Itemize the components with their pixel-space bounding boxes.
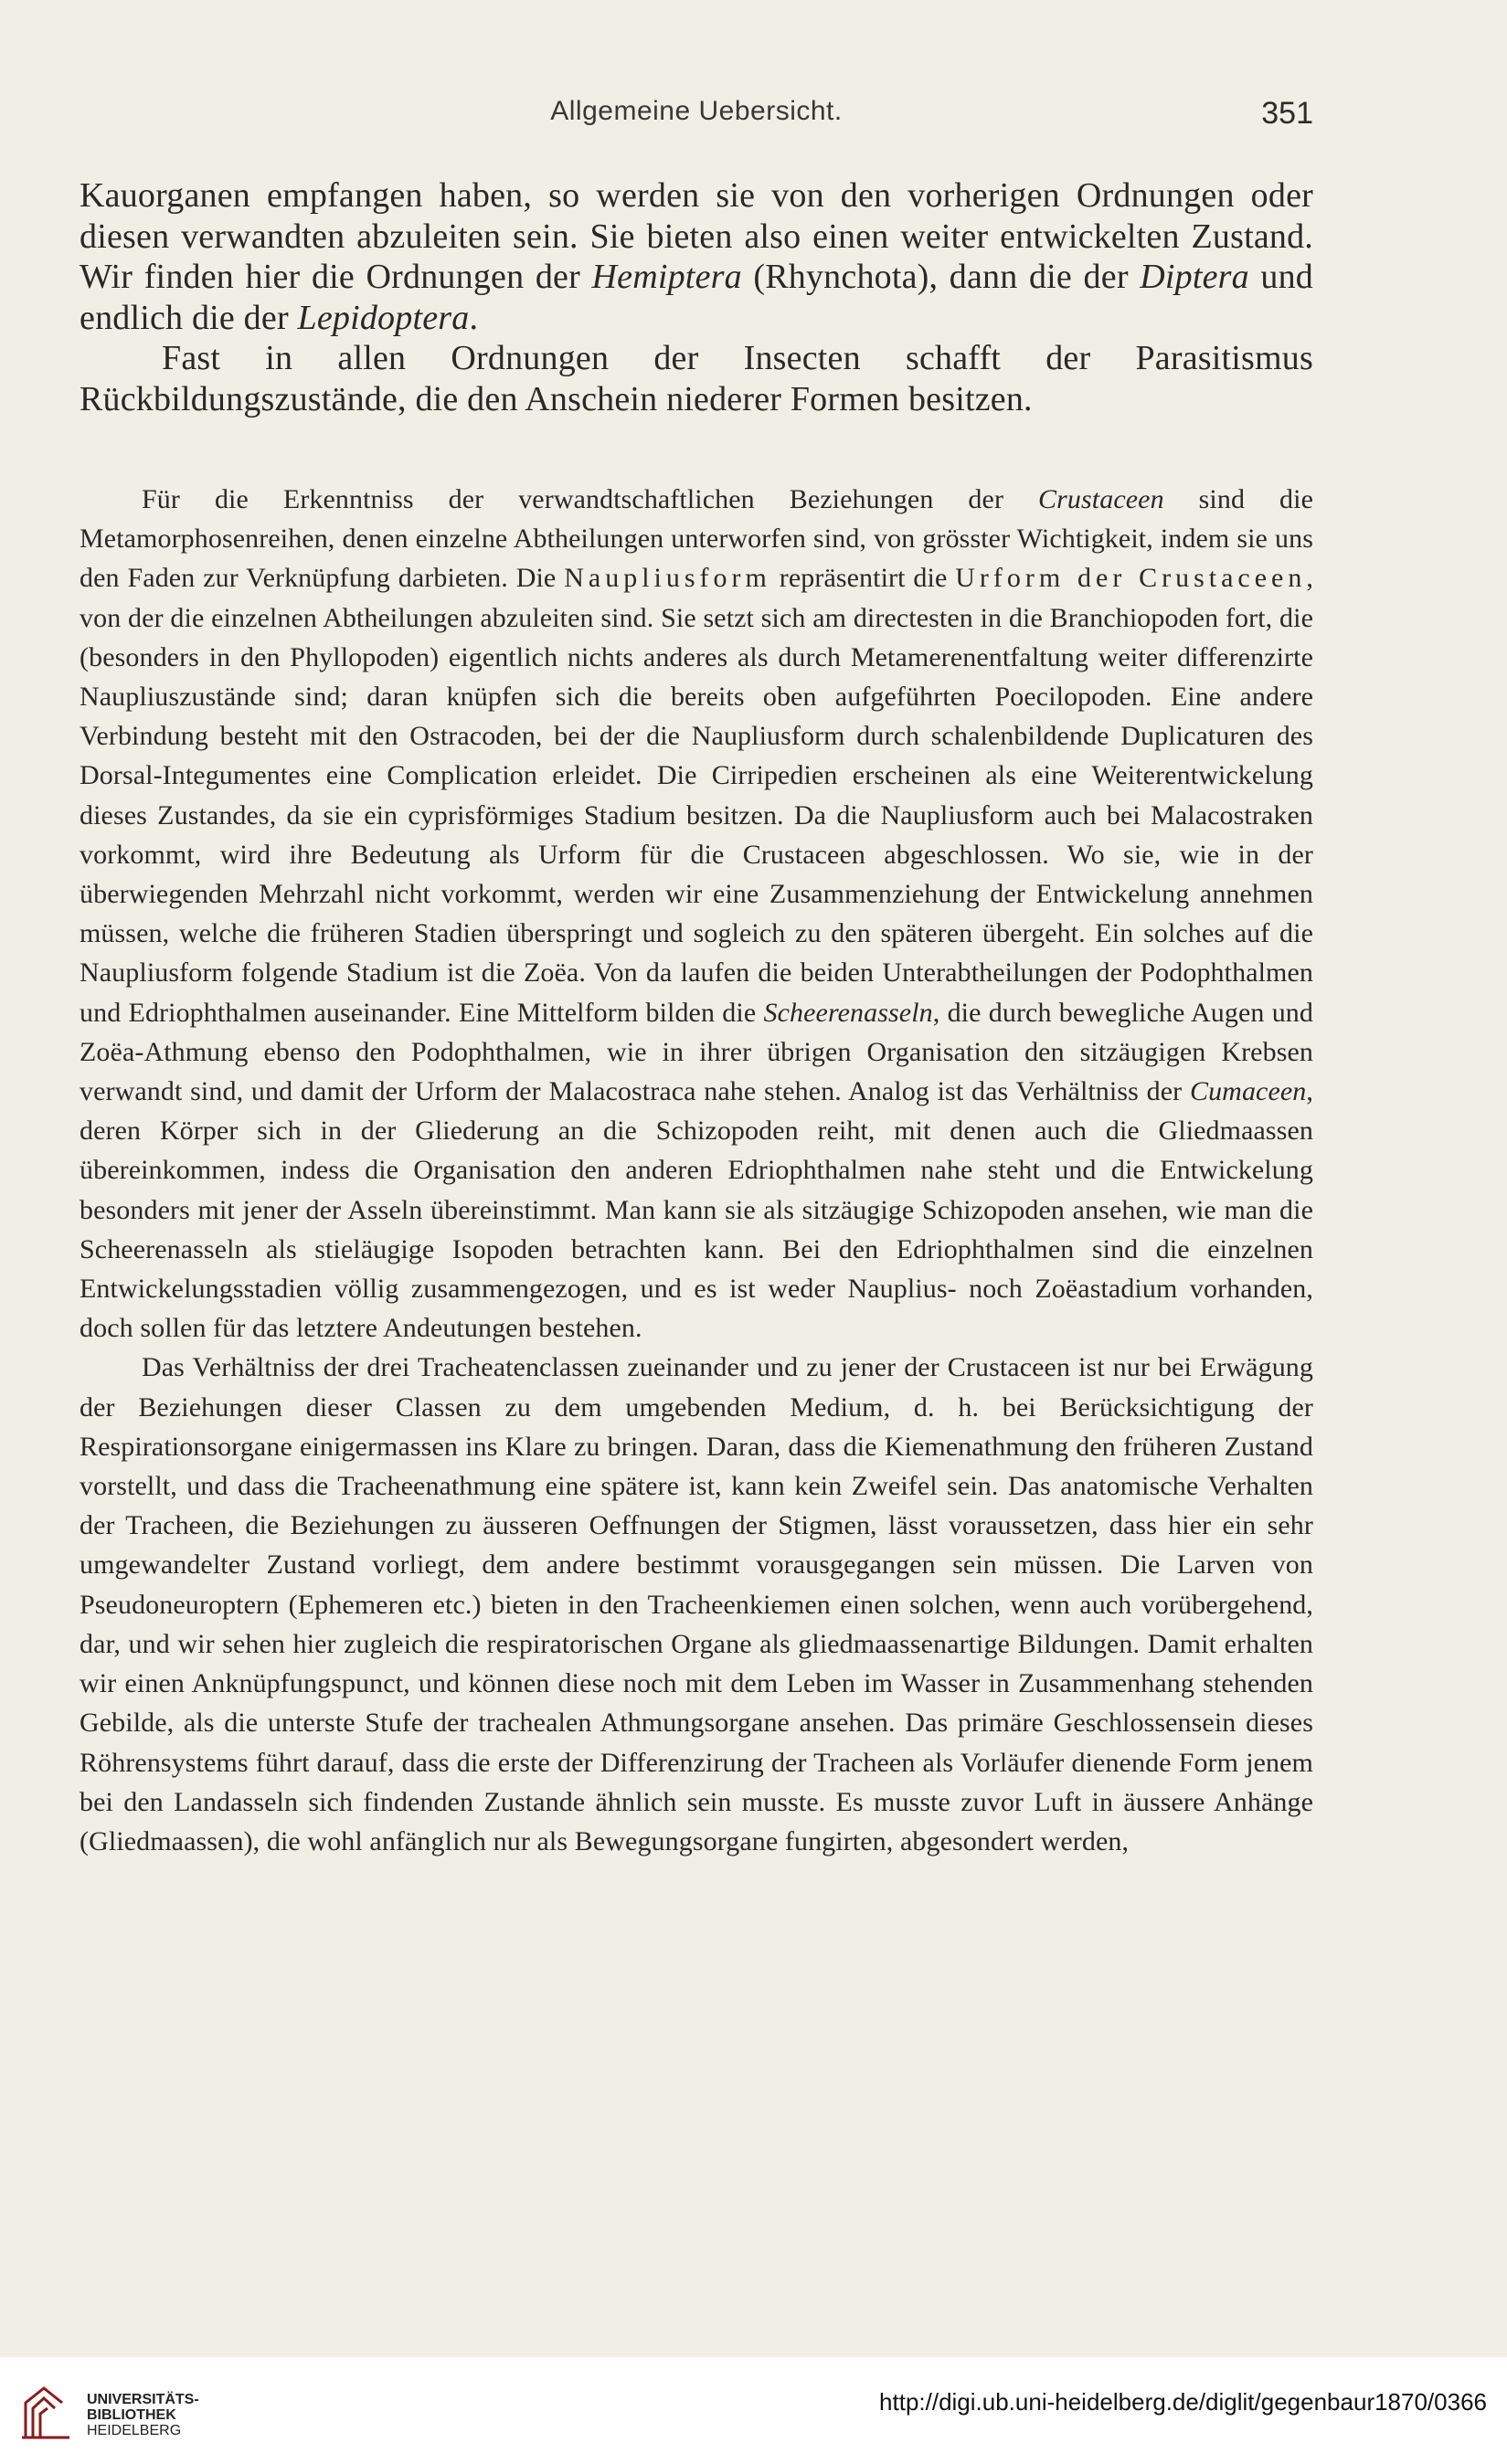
text-run: sind die Metamorphosenreihen, denen einzelne Abtheilungen unterworfen sind, von grösster Wichtigkeit, indem sie uns den Faden zur Verknüpfung darbieten. Die: [80, 484, 1313, 594]
naupliusform-term: Naupliusform: [564, 563, 771, 594]
institution-line: UNIVERSITÄTS-: [87, 2392, 199, 2407]
running-title: Allgemeine Uebersicht.: [550, 96, 843, 126]
running-head: [80, 96, 1313, 142]
paragraph-3: [80, 480, 1313, 1348]
digitization-footer: [0, 2357, 1507, 2464]
text-run: , deren Körper sich in der Gliederung an die Schizopoden reiht, mit denen auch die Gliedmaassen übereinkommen, indess die Organisation den anderen Edriophthalmen nahe steht und die Entwickelung besonders mit jener der Asseln übereinstimmt. Man kann sie als sitzäugige Schizopoden ansehen, wie man die Scheerenasseln als stieläugige Isopoden betrachten kann. Bei den Edriophthalmen sind die einzelnen Entwickelungsstadien völlig zusammengezogen, und es ist weder Nauplius- noch Zoëastadium vorhanden, doch sollen für das letztere Andeutungen bestehen.: [80, 1076, 1313, 1344]
paragraph-1: [80, 175, 1313, 338]
text-run: , von der die einzelnen Abtheilungen abzuleiten sind. Sie setzt sich am directesten in die Branchiopoden fort, die (besonders in den Phyllopoden) eigentlich nichts anderes als durch Metamerenentfaltung weiter differenzirte Naupliuszustände sind; daran knüpfen sich die bereits oben aufgeführten Poecilopoden. Eine andere Verbindung besteht mit den Ostracoden, bei der die Naupliusform durch schalenbildende Duplicaturen des Dorsal-Integumentes eine Complication erleidet. Die Cirripedien erscheinen als eine Weiterentwickelung dieses Zustandes, da sie ein cyprisförmiges Stadium besitzen. Da die Naupliusform auch bei Malacostraken vorkommt, wird ihre Bedeutung als Urform für die Crustaceen abgeschlossen. Wo sie, wie in der überwiegenden Mehrzahl nicht vorkommt, werden wir eine Zusammenziehung der Entwickelung annehmen müssen, welche die früheren Stadien überspringt und sogleich zu den späteren übergeht. Ein solches auf die Naupliusform folgende Stadium ist die Zoëa. Von da laufen die beiden Unterabtheilungen der Podophthalmen und Edriophthalmen auseinander. Eine Mittelform bilden die: [80, 563, 1313, 1028]
main-text-large: [80, 175, 1313, 419]
library-logo-icon: [18, 2385, 73, 2441]
main-text-small: [80, 480, 1313, 1861]
diptera-term: Diptera: [1140, 258, 1249, 296]
text-run: Für die Erkenntniss der verwandtschaftlichen Beziehungen der: [142, 484, 1039, 514]
institution-line: BIBLIOTHEK: [87, 2407, 176, 2423]
paragraph-2: Fast in allen Ordnungen der Insecten schafft der Parasitismus Rückbildungszustände, die den Anschein niederer Formen besitzen.: [80, 339, 1313, 418]
crustaceen-term: Crustaceen: [1038, 484, 1164, 514]
text-run: und endlich die der: [80, 258, 1313, 337]
hemiptera-term: Hemiptera: [591, 258, 742, 296]
institution-name: [87, 2392, 199, 2438]
text-run: , die durch bewegliche Augen und Zoëa-Athmung ebenso den Podophthalmen, wie in ihrer übrigen Organisation den sitzäugigen Krebsen verwandt sind, und damit der Urform der Malacostraca nahe stehen. Analog ist das Verhältniss der: [80, 997, 1313, 1107]
text-run: repräsentirt die: [770, 563, 956, 594]
page-number: 351: [1261, 96, 1313, 131]
cumaceen-term: Cumaceen: [1189, 1076, 1307, 1107]
text-run: .: [469, 298, 479, 337]
lepidoptera-term: Lepidoptera: [297, 298, 470, 337]
scheerenasseln-term: Scheerenasseln: [763, 997, 933, 1028]
institution-line: HEIDELBERG: [87, 2423, 182, 2438]
text-run: (Rhynchota), dann die der: [741, 258, 1141, 296]
source-url-link[interactable]: http://digi.ub.uni-heidelberg.de/diglit/gegenbaur1870/0366: [879, 2388, 1487, 2416]
paragraph-4: Das Verhältniss der drei Tracheatenclassen zueinander und zu jener der Crustaceen ist nur bei Erwägung der Beziehungen dieser Classen zu dem umgebenden Medium, d. h. bei Berücksichtigung der Respirationsorgane einigermassen ins Klare zu bringen. Daran, dass die Kiemenathmung den früheren Zustand vorstellt, und dass die Tracheenathmung eine spätere ist, kann kein Zweifel sein. Das anatomische Verhalten der Tracheen, die Beziehungen zu äusseren Oeffnungen der Stigmen, lässt voraussetzen, dass hier ein sehr umgewandelter Zustand vorliegt, dem andere bestimmt vorausgegangen sein müssen. Die Larven von Pseudoneuroptern (Ephemeren etc.) bieten in den Tracheenkiemen einen solchen, wenn auch vorübergehend, dar, und wir sehen hier zugleich die respiratorischen Organe als gliedmaassenartige Bildungen. Damit erhalten wir einen Anknüpfungspunct, und können diese noch mit dem Leben im Wasser in Zusammenhang stehenden Gebilde, als die unterste Stufe der trachealen Athmungsorgane ansehen. Das primäre Geschlossensein dieses Röhrensystems führt darauf, dass die erste der Differenzirung der Tracheen als Vorläufer dienende Form jenem bei den Landasseln sich findenden Zustande ähnlich sein musste. Es musste zuvor Luft in äussere Anhänge (Gliedmaassen), die wohl anfänglich nur als Bewegungsorgane fungirten, abgesondert werden,: [80, 1352, 1313, 1856]
urform-term: Urform der Crustaceen: [955, 563, 1307, 594]
text-run: Kauorganen empfangen haben, so werden sie von den vorherigen Ordnungen oder diesen verwandten abzuleiten sein. Sie bieten also einen weiter entwickelten Zustand. Wir finden hier die Ordnungen der: [80, 176, 1313, 296]
